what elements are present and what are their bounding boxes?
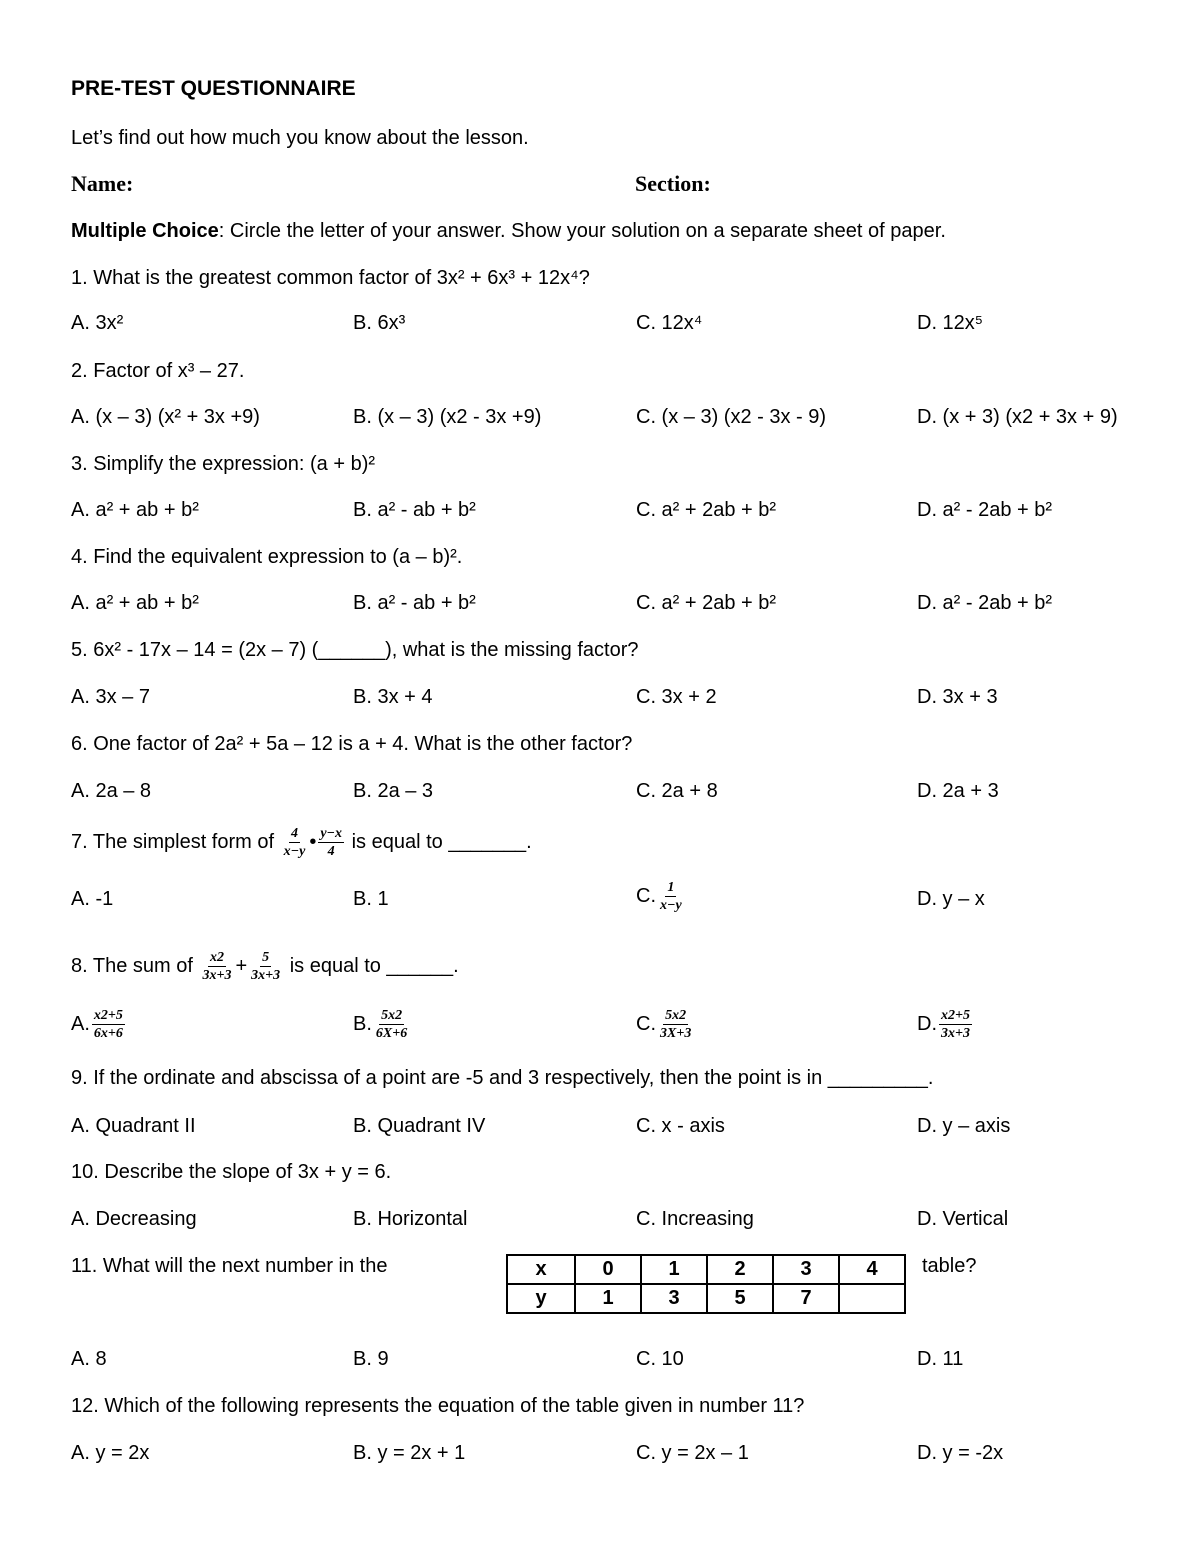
option-c[interactable]	[636, 1008, 695, 1041]
question-4-options	[0, 590, 1200, 620]
question-3-options	[0, 497, 1200, 527]
fraction-numerator: 1	[667, 880, 675, 895]
table-cell: 4	[839, 1255, 905, 1284]
fraction	[92, 1008, 125, 1041]
option-c[interactable]: C. 10	[636, 1348, 684, 1370]
table-cell: 7	[773, 1284, 839, 1313]
fraction-denominator: 3X+3	[660, 1026, 692, 1041]
question-1: 1. What is the greatest common factor of 3x² + 6x³ + 12x⁴?	[71, 267, 590, 289]
option-a[interactable]: A. a² + ab + b²	[71, 499, 199, 521]
question-11-suffix: table?	[922, 1255, 977, 1277]
option-b[interactable]: B. 9	[353, 1348, 389, 1370]
option-b[interactable]	[353, 1008, 411, 1041]
operator: +	[235, 954, 248, 977]
fraction-denominator: 3x+3	[202, 968, 232, 983]
option-b[interactable]: B. 6x³	[353, 312, 406, 334]
question-5-options	[0, 684, 1200, 714]
fraction	[658, 880, 684, 913]
option-d[interactable]: D. y – axis	[917, 1115, 1011, 1137]
option-b[interactable]: B. 1	[353, 888, 389, 910]
option-a[interactable]: A. -1	[71, 888, 114, 910]
option-c[interactable]: C. y = 2x – 1	[636, 1442, 749, 1464]
question-6: 6. One factor of 2a² + 5a – 12 is a + 4. What is the other factor?	[71, 733, 633, 755]
option-a[interactable]: A. Quadrant II	[71, 1115, 196, 1137]
question-8-prefix: 8. The sum of	[71, 954, 193, 977]
option-a[interactable]: A. 2a – 8	[71, 780, 152, 802]
question-8-options	[0, 1008, 1200, 1041]
table-cell: x	[507, 1255, 575, 1284]
table-cell: 5	[707, 1284, 773, 1313]
fraction-denominator: x−y	[283, 844, 306, 859]
intro-text: Let’s find out how much you know about the lesson.	[71, 127, 529, 149]
table-cell: 2	[707, 1255, 773, 1284]
fraction-1	[282, 826, 308, 859]
fraction-numerator: 5	[262, 950, 270, 965]
option-d[interactable]: D. 2a + 3	[917, 780, 999, 802]
fraction-denominator: 6X+6	[375, 1026, 408, 1041]
option-letter: B.	[353, 1012, 372, 1035]
question-8-suffix: is equal to ______.	[289, 954, 459, 977]
option-d[interactable]: D. a² - 2ab + b²	[917, 592, 1053, 614]
option-letter: D.	[917, 1012, 937, 1035]
option-d[interactable]: D. 12x⁵	[917, 312, 984, 334]
fraction-numerator: 4	[290, 826, 298, 841]
option-a[interactable]: A. 3x – 7	[71, 686, 150, 708]
option-d[interactable]: D. 11	[917, 1348, 964, 1370]
option-d[interactable]: D. y – x	[917, 888, 985, 910]
table-row-x	[507, 1255, 905, 1284]
option-c[interactable]	[636, 880, 686, 913]
fraction-numerator: y−x	[320, 826, 343, 841]
option-letter: C.	[636, 1012, 656, 1035]
fraction-numerator: 5x2	[665, 1008, 687, 1023]
option-a[interactable]: A. a² + ab + b²	[71, 592, 199, 614]
page-title: PRE-TEST QUESTIONNAIRE	[71, 77, 356, 100]
fraction-denominator: 4	[327, 844, 335, 859]
option-d[interactable]: D. (x + 3) (x2 + 3x + 9)	[917, 406, 1118, 428]
question-10: 10. Describe the slope of 3x + y = 6.	[71, 1161, 392, 1183]
fraction-numerator: x2	[209, 950, 224, 965]
fraction	[939, 1008, 972, 1041]
option-d[interactable]: D. y = -2x	[917, 1442, 1004, 1464]
question-7	[71, 826, 532, 859]
option-b[interactable]: B. a² - ab + b²	[353, 592, 476, 614]
option-b[interactable]: B. Horizontal	[353, 1208, 468, 1230]
option-d[interactable]: D. a² - 2ab + b²	[917, 499, 1053, 521]
question-7-options	[0, 880, 1200, 913]
question-10-options	[0, 1206, 1200, 1236]
fraction-1	[200, 950, 233, 983]
option-a[interactable]	[71, 1008, 127, 1041]
question-9: 9. If the ordinate and abscissa of a point are -5 and 3 respectively, then the point is in _________.	[71, 1067, 934, 1089]
question-7-suffix: is equal to _______.	[351, 830, 532, 853]
xy-table	[506, 1254, 906, 1314]
fraction	[374, 1008, 409, 1041]
option-c[interactable]: C. a² + 2ab + b²	[636, 499, 777, 521]
option-b[interactable]: B. (x – 3) (x2 - 3x +9)	[353, 406, 542, 428]
option-letter: C.	[636, 884, 656, 907]
instruction-text: : Circle the letter of your answer. Show your solution on a separate sheet of paper.	[218, 220, 946, 242]
option-c[interactable]: C. 3x + 2	[636, 686, 717, 708]
question-11-options	[0, 1346, 1200, 1376]
question-12-options	[0, 1440, 1200, 1470]
question-2-options	[0, 404, 1200, 434]
question-1-options	[0, 310, 1200, 340]
section-label: Section:	[635, 171, 711, 196]
option-c[interactable]: C. Increasing	[636, 1208, 754, 1230]
option-c[interactable]: C. 12x⁴	[636, 312, 703, 334]
option-b[interactable]: B. a² - ab + b²	[353, 499, 476, 521]
table-cell	[839, 1284, 905, 1313]
table-cell: y	[507, 1284, 575, 1313]
fraction-numerator: 5x2	[381, 1008, 403, 1023]
fraction	[658, 1008, 693, 1041]
option-letter: A.	[71, 1012, 90, 1035]
question-11: 11. What will the next number in the	[71, 1255, 388, 1277]
table-cell: 3	[773, 1255, 839, 1284]
option-c[interactable]: C. a² + 2ab + b²	[636, 592, 777, 614]
option-b[interactable]: B. 2a – 3	[353, 780, 434, 802]
table-cell: 3	[641, 1284, 707, 1313]
option-d[interactable]	[917, 1008, 974, 1041]
option-c[interactable]: C. (x – 3) (x2 - 3x - 9)	[636, 406, 827, 428]
option-b[interactable]: B. y = 2x + 1	[353, 1442, 466, 1464]
option-a[interactable]: A. y = 2x	[71, 1442, 150, 1464]
fraction-2	[318, 826, 344, 859]
question-9-options	[0, 1113, 1200, 1143]
question-3: 3. Simplify the expression: (a + b)²	[71, 453, 376, 475]
question-6-options	[0, 778, 1200, 808]
option-d[interactable]: D. 3x + 3	[917, 686, 998, 708]
option-c[interactable]: C. x - axis	[636, 1115, 725, 1137]
option-a[interactable]: A. (x – 3) (x² + 3x +9)	[71, 406, 260, 428]
option-c[interactable]: C. 2a + 8	[636, 780, 718, 802]
option-b[interactable]: B. Quadrant IV	[353, 1115, 486, 1137]
table-cell: 1	[641, 1255, 707, 1284]
fraction-denominator: 3x+3	[251, 968, 281, 983]
fraction-denominator: 3x+3	[941, 1026, 970, 1041]
option-b[interactable]: B. 3x + 4	[353, 686, 433, 708]
question-8	[71, 950, 459, 983]
question-4: 4. Find the equivalent expression to (a – b)².	[71, 546, 463, 568]
instruction-heading: Multiple Choice	[71, 220, 219, 242]
fraction-2	[249, 950, 282, 983]
table-cell: 1	[575, 1284, 641, 1313]
operator: •	[309, 830, 317, 853]
fraction-denominator: x−y	[660, 898, 682, 913]
question-5: 5. 6x² - 17x – 14 = (2x – 7) (______), what is the missing factor?	[71, 639, 639, 661]
fraction-numerator: x2+5	[93, 1008, 123, 1023]
name-label: Name:	[71, 171, 134, 196]
option-a[interactable]: A. 3x²	[71, 312, 124, 334]
option-a[interactable]: A. 8	[71, 1348, 107, 1370]
table-row-y	[507, 1284, 905, 1313]
option-d[interactable]: D. Vertical	[917, 1208, 1009, 1230]
fraction-denominator: 6x+6	[93, 1026, 123, 1041]
table-cell: 0	[575, 1255, 641, 1284]
option-a[interactable]: A. Decreasing	[71, 1208, 197, 1230]
question-12: 12. Which of the following represents the equation of the table given in number 11?	[71, 1395, 805, 1417]
question-2: 2. Factor of x³ – 27.	[71, 360, 245, 382]
fraction-numerator: x2+5	[941, 1008, 970, 1023]
question-7-prefix: 7. The simplest form of	[71, 830, 275, 853]
instructions	[71, 218, 946, 244]
